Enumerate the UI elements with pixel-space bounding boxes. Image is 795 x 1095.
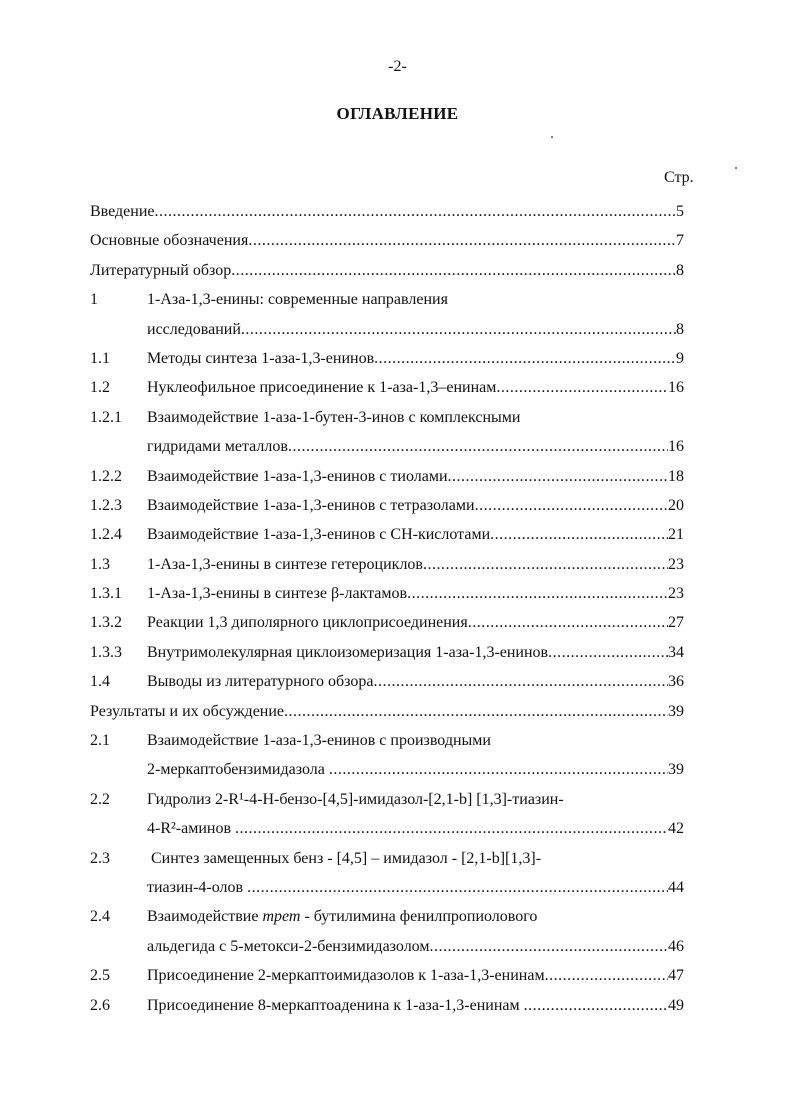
page-ref: 23 — [668, 585, 684, 603]
dot-leader — [468, 608, 668, 637]
section-number: 1.2.3 — [90, 496, 122, 514]
page-ref: 42 — [668, 820, 684, 838]
section-number: 2.1 — [90, 732, 110, 750]
toc-entry-line — [90, 667, 684, 696]
page-ref: 8 — [676, 261, 684, 279]
toc-entry-line — [90, 226, 684, 255]
dot-leader — [423, 550, 668, 579]
section-title: 1-Аза-1,3-енины: современные направления — [147, 291, 448, 309]
section-number: 1 — [90, 291, 98, 309]
toc-entry-line — [90, 579, 684, 608]
toc-entry-line — [90, 785, 684, 814]
dot-leader — [524, 991, 668, 1020]
page-ref: 44 — [668, 878, 684, 896]
dot-leader — [545, 961, 668, 990]
dot-leader — [373, 667, 668, 696]
section-number: 1.3.3 — [90, 643, 122, 661]
section-title: Присоединение 8-меркаптоаденина к 1-аза-1,3-енинам — [147, 996, 524, 1014]
section-title: Взаимодействие 1-аза-1,3-енинов с тетразолами — [147, 496, 475, 514]
page-ref: 7 — [676, 232, 684, 250]
scan-speck — [735, 167, 737, 169]
section-title: Взаимодействие 1-аза-1,3-енинов с СН-кислотами — [147, 526, 491, 544]
section-number: 2.4 — [90, 908, 110, 926]
italic-term: трет — [262, 908, 301, 926]
section-title: Нуклеофильное присоединение к 1-аза-1,3–енинам — [147, 379, 497, 397]
toc-entry-line — [90, 462, 684, 491]
toc-entry-line — [90, 902, 684, 931]
toc-entry-line — [90, 344, 684, 373]
indent-spacer — [90, 932, 147, 961]
toc-entry-line — [90, 550, 684, 579]
dot-leader — [430, 932, 669, 961]
toc-entry-line — [90, 491, 684, 520]
page-ref: 9 — [676, 349, 684, 367]
page-ref: 16 — [668, 379, 684, 397]
page-ref: 18 — [668, 467, 684, 485]
dot-leader — [284, 697, 668, 726]
section-number: 2.3 — [90, 849, 110, 867]
page-ref: 47 — [668, 967, 684, 985]
section-title: Внутримолекулярная циклоизомеризация 1-аза-1,3-енинов — [147, 643, 549, 661]
dot-leader — [407, 579, 668, 608]
toc-entry-line — [90, 991, 684, 1020]
page-ref: 39 — [668, 702, 684, 720]
section-title: Синтез замещенных бенз - [4,5] – имидазол - [2,1-b][1,3]- — [147, 849, 542, 867]
section-title: Основные обозначения — [90, 232, 249, 250]
section-number: 1.2.1 — [90, 408, 122, 426]
dot-leader — [241, 315, 676, 344]
page-ref: 27 — [668, 614, 684, 632]
section-title: гидридами металлов — [147, 438, 288, 456]
toc-entry-line — [90, 726, 684, 755]
page-ref: 36 — [668, 673, 684, 691]
toc-entry-line — [90, 755, 684, 784]
page-column-label: Стр. — [664, 169, 694, 186]
toc-entry-line — [90, 873, 684, 902]
section-title: Методы синтеза 1-аза-1,3-енинов — [147, 349, 375, 367]
toc-entry-line — [90, 285, 684, 314]
dot-leader — [374, 344, 676, 373]
section-number: 1.2.2 — [90, 467, 122, 485]
toc-entry-line — [90, 315, 684, 344]
dot-leader — [448, 462, 668, 491]
toc-entry-line — [90, 844, 684, 873]
dot-leader — [490, 520, 668, 549]
section-number: 1.3.2 — [90, 614, 122, 632]
indent-spacer — [90, 814, 147, 843]
page-ref: 20 — [668, 496, 684, 514]
section-title: Взаимодействие 1-аза-1,3-енинов с тиолами — [147, 467, 448, 485]
section-number: 2.5 — [90, 967, 110, 985]
dot-leader — [248, 226, 676, 255]
toc-entry-line — [90, 432, 684, 461]
indent-spacer — [90, 315, 147, 344]
dot-leader — [288, 432, 668, 461]
dot-leader — [155, 197, 677, 226]
page-title: ОГЛАВЛЕНИЕ — [336, 104, 459, 123]
indent-spacer — [90, 432, 147, 461]
section-number: 2.6 — [90, 996, 110, 1014]
toc-entry-line — [90, 520, 684, 549]
page-ref: 46 — [668, 937, 684, 955]
page-ref: 21 — [668, 526, 684, 544]
dot-leader — [235, 814, 668, 843]
dot-leader — [548, 638, 668, 667]
section-title: Реакции 1,3 диполярного циклоприсоединения — [147, 614, 468, 632]
toc-entry-line — [90, 932, 684, 961]
section-title: Введение — [90, 203, 155, 220]
page-ref: 34 — [668, 643, 684, 661]
table-of-contents — [90, 197, 684, 1020]
indent-spacer — [90, 755, 147, 784]
section-title: альдегида с 5-метокси-2-бензимидазолом — [147, 937, 430, 955]
toc-entry-line — [90, 403, 684, 432]
section-number: 2.2 — [90, 790, 110, 808]
section-number: 1.2.4 — [90, 526, 122, 544]
page-ref: 8 — [676, 320, 684, 338]
dot-leader — [247, 873, 668, 902]
section-title: Выводы из литературного обзора — [147, 673, 374, 691]
section-title: 1-Аза-1,3-енины в синтезе β-лактамов — [147, 585, 408, 603]
toc-entry-line — [90, 256, 684, 285]
section-number: 1.4 — [90, 673, 110, 691]
toc-entry-line — [90, 197, 684, 226]
section-title: исследований — [147, 320, 241, 338]
toc-entry-line — [90, 961, 684, 990]
section-title: Взаимодействие 1-аза-1,3-енинов с производными — [147, 732, 491, 750]
toc-entry-line — [90, 814, 684, 843]
page-ref: 23 — [668, 555, 684, 573]
page-ref: 5 — [676, 203, 684, 220]
toc-entry-line — [90, 697, 684, 726]
dot-leader — [496, 373, 668, 402]
section-title: Взаимодействие 1-аза-1-бутен-3-инов с комплексными — [147, 408, 521, 426]
toc-entry-line — [90, 608, 684, 637]
section-title: 1-Аза-1,3-енины в синтезе гетероциклов — [147, 555, 423, 573]
section-title: Гидролиз 2-R¹-4-H-бензо-[4,5]-имидазол-[2,1-b] [1,3]-тиазин- — [147, 790, 564, 808]
page-number: -2- — [388, 58, 407, 75]
section-title: Результаты и их обсуждение — [90, 702, 285, 720]
section-number: 1.2 — [90, 379, 110, 397]
section-title: тиазин-4-олов — [147, 878, 248, 896]
page-ref: 49 — [668, 996, 684, 1014]
section-number: 1.3.1 — [90, 585, 122, 603]
section-title: 4-R²-аминов — [147, 820, 236, 838]
dot-leader — [231, 256, 676, 285]
section-title: Присоединение 2-меркаптоимидазолов к 1-аза-1,3-енинам — [147, 967, 545, 985]
toc-entry-line — [90, 373, 684, 402]
toc-entry-line — [90, 638, 684, 667]
scan-speck — [551, 136, 553, 138]
section-title: 2-меркаптобензимидазола — [147, 761, 329, 779]
section-number: 1.3 — [90, 555, 110, 573]
section-number: 1.1 — [90, 349, 110, 367]
page-ref: 39 — [668, 761, 684, 779]
section-title: Литературный обзор — [90, 261, 232, 279]
dot-leader — [475, 491, 668, 520]
dot-leader — [329, 755, 668, 784]
section-title: Взаимодействие трет - бутилимина фенилпропиолового — [147, 908, 538, 926]
indent-spacer — [90, 873, 147, 902]
page-ref: 16 — [668, 438, 684, 456]
